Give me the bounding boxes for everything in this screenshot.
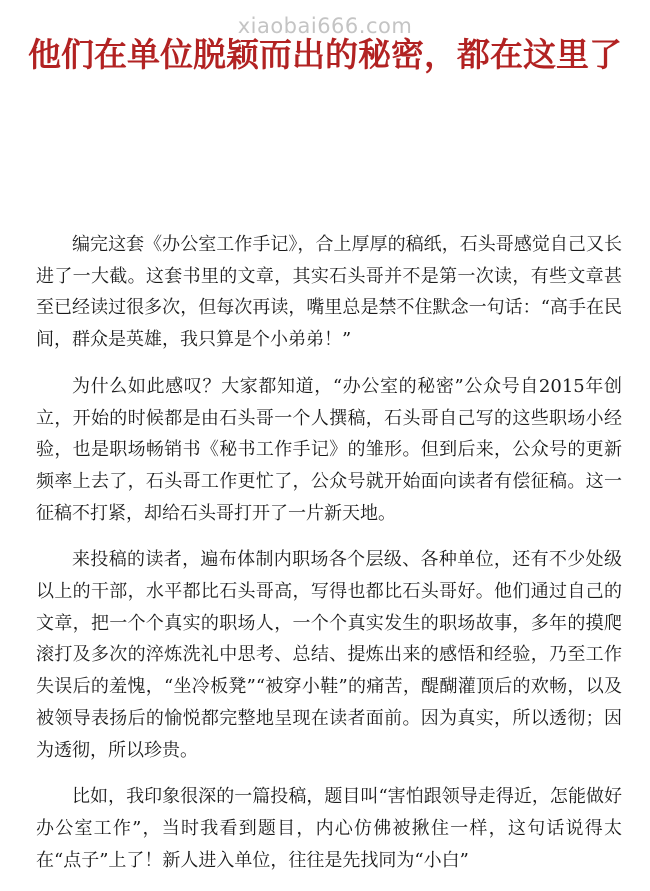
paragraph-3: 来投稿的读者，遍布体制内职场各个层级、各种单位，还有不少处级以上的干部，水平都比石头哥高，写得也都比石头哥好。他们通过自己的文章，把一个个真实的职场人，一个个真实发生的职场故事，多年的摸爬滚打及多次的淬炼洗礼中思考、总结、提炼出来的感悟和经验，乃至工作失误后的羞愧，“坐冷板凳”“被穿小鞋”的痛苦，醍醐灌顶后的欢畅，以及被领导表扬后的愉悦都完整地呈现在读者面前。因为真实，所以透彻；因为透彻，所以珍贵。 [36,549,622,761]
watermark: xiaobai666.com [237,14,413,38]
paragraph-2: 为什么如此感叹？大家都知道，“办公室的秘密”公众号自2015年创立，开始的时候都是由石头哥一个人撰稿，石头哥自己写的这些职场小经验，也是职场畅销书《秘书工作手记》的雏形。但到后来，公众号的更新频率上去了，石头哥工作更忙了，公众号就开始面向读者有偿征稿。这一征稿不打紧，却给石头哥打开了一片新天地。 [36,375,622,524]
article-body [36,229,622,891]
paragraph-1: 编完这套《办公室工作手记》，合上厚厚的稿纸，石头哥感觉自己又长进了一大截。这套书里的文章，其实石头哥并不是第一次读，有些文章甚至已经读过很多次，但每次再读，嘴里总是禁不住默念一句话：“高手在民间，群众是英雄，我只算是个小弟弟！” [36,234,622,351]
paragraph-4: 比如，我印象很深的一篇投稿，题目叫“害怕跟领导走得近，怎能做好办公室工作”，当时我看到题目，内心仿佛被揪住一样，这句话说得太在“点子”上了！新人进入单位，往往是先找同为“小白” [36,786,622,871]
page-title: 他们在单位脱颖而出的秘密，都在这里了 [28,35,622,74]
